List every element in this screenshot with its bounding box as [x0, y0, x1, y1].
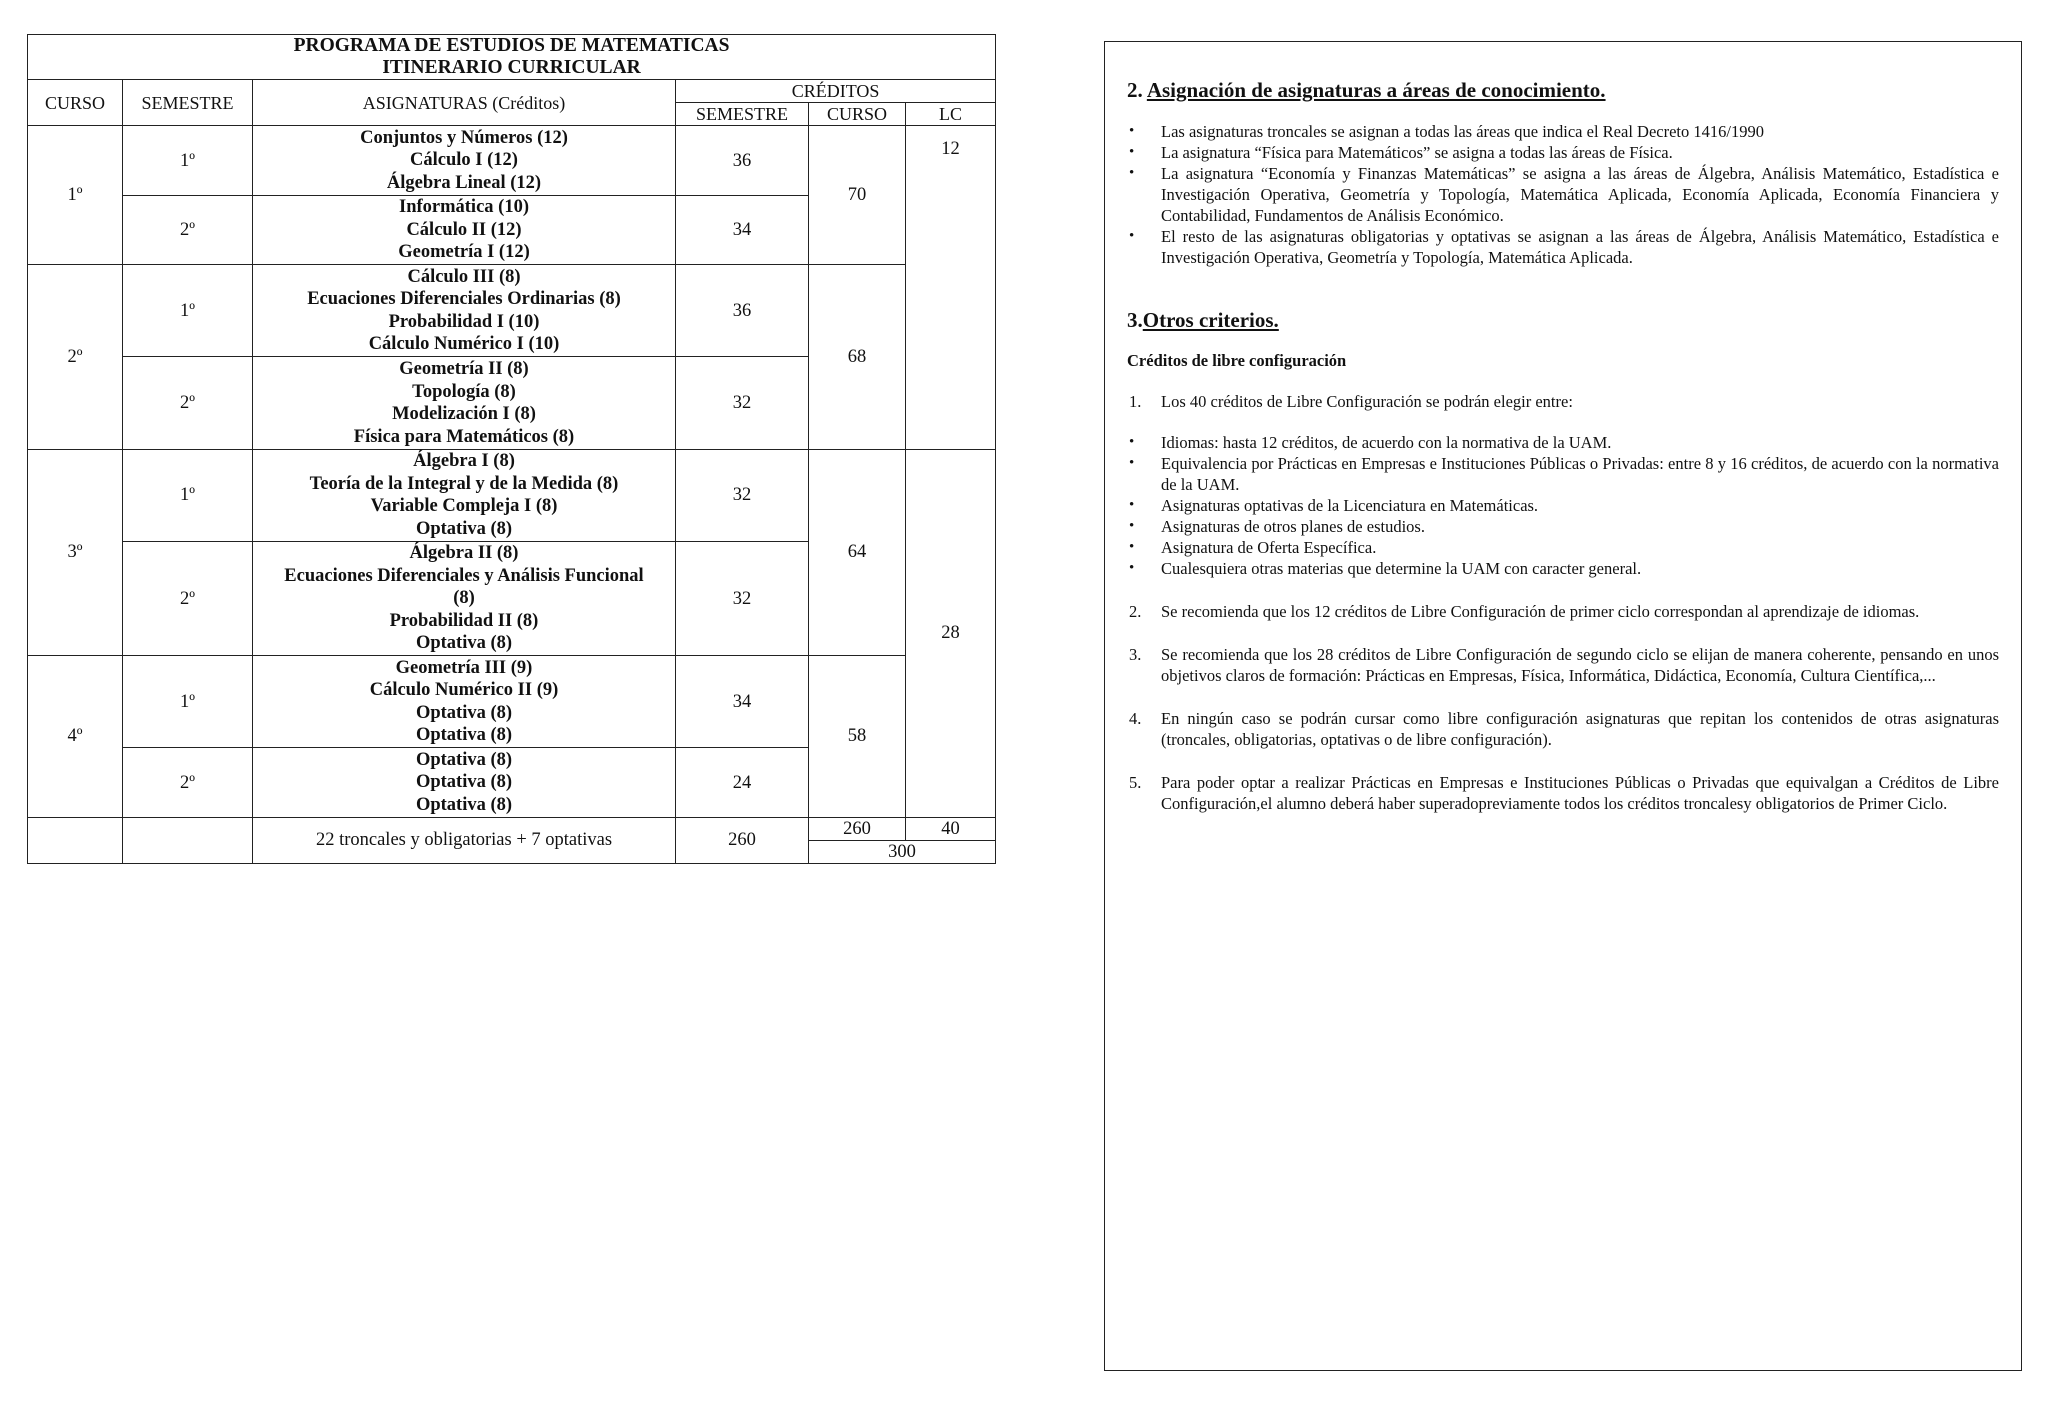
sem-credits-cell: 32 [676, 357, 809, 449]
header-cred-lc: LC [906, 103, 996, 126]
list-item: • Las asignaturas troncales se asignan a todas las áreas que indica el Real Decreto 1416/1990 [1127, 121, 1999, 142]
subject: Cálculo II (12) [406, 219, 522, 240]
totals-semestre: 260 [676, 817, 809, 863]
subject: Álgebra II (8) [409, 543, 519, 564]
totals-label: 22 troncales y obligatorias + 7 optativas [253, 817, 676, 863]
item-number: 1. [1129, 392, 1142, 411]
table-row [28, 264, 996, 356]
subject: Cálculo III (8) [407, 266, 521, 287]
list-item: • Equivalencia por Prácticas en Empresas e Instituciones Públicas o Privadas: entre 8 y 16 créditos, de acuerdo con la normativa de la UAM. [1127, 453, 1999, 495]
list-item [1127, 644, 1999, 686]
subject: Cálculo Numérico I (10) [368, 334, 560, 355]
subject: Optativa (8) [415, 749, 513, 770]
list-item: • Asignaturas optativas de la Licenciatura en Matemáticas. [1127, 495, 1999, 516]
curso-credits-cell: 64 [809, 449, 906, 655]
section2-title: Asignación de asignaturas a áreas de conocimiento. [1146, 78, 1606, 102]
grand-total: 300 [809, 840, 996, 863]
list-item: • La asignatura “Economía y Finanzas Matemáticas” se asigna a las áreas de Álgebra, Análisis Matemático, Estadística e Investigación Operativa, Geometría y Topología, Matemática Aplicada, Economía Aplicada, Economía Financiera y Contabilidad, Fundamentos de Análisis Económico. [1127, 163, 1999, 226]
semestre-cell: 1º [123, 656, 253, 748]
curso-cell: 2º [28, 264, 123, 449]
sem-credits-cell: 32 [676, 542, 809, 656]
list-item: • El resto de las asignaturas obligatorias y optativas se asignan a las áreas de Álgebra, Análisis Matemático, Estadística e Investigación Operativa, Geometría y Topología, Matemática Aplicada. [1127, 226, 1999, 268]
sem-credits-cell: 32 [676, 449, 809, 541]
curso-cell: 1º [28, 126, 123, 265]
subject: Cálculo Numérico II (9) [369, 680, 559, 701]
list-item: • Idiomas: hasta 12 créditos, de acuerdo con la normativa de la UAM. [1127, 432, 1999, 453]
semestre-cell: 2º [123, 195, 253, 264]
subject: Topología (8) [412, 381, 516, 402]
subject: Geometría I (12) [398, 242, 530, 263]
semestre-cell: 2º [123, 748, 253, 817]
table-title-line1: PROGRAMA DE ESTUDIOS DE MATEMATICAS [293, 35, 730, 57]
semestre-cell: 2º [123, 357, 253, 449]
semestre-cell: 1º [123, 449, 253, 541]
subject: Teoría de la Integral y de la Medida (8) [309, 473, 619, 494]
lc-cell: 12 [906, 126, 996, 449]
subject: Cálculo I (12) [410, 150, 518, 171]
subject: Variable Compleja I (8) [370, 496, 558, 517]
list-item [1127, 772, 1999, 814]
item-text: Para poder optar a realizar Prácticas en Empresas e Instituciones Públicas o Privadas que equivalgan a Créditos de Libre Configuración,el alumno deberá haber superadopreviamente todos los créditos troncalesy obligatorios de Primer Ciclo. [1161, 773, 1999, 813]
lc-cell: 28 [906, 449, 996, 817]
subject: Geometría II (8) [399, 359, 529, 379]
subject: Optativa (8) [415, 518, 513, 539]
list-item: • Cualesquiera otras materias que determine la UAM con caracter general. [1127, 558, 1999, 579]
section2-number: 2. [1127, 78, 1143, 102]
subject: Conjuntos y Números (12) [360, 127, 568, 148]
item-number: 4. [1129, 709, 1142, 728]
subject: Ecuaciones Diferenciales Ordinarias (8) [307, 289, 621, 310]
subjects-cell [253, 264, 676, 356]
subject: (8) [453, 588, 475, 609]
section3-number: 3. [1127, 308, 1143, 332]
section3-heading [1127, 308, 1999, 333]
list-item [1127, 601, 1999, 622]
sem-credits-cell: 34 [676, 656, 809, 748]
semestre-cell: 2º [123, 542, 253, 656]
curso-cell: 3º [28, 449, 123, 655]
list-item: • Asignatura de Oferta Específica. [1127, 537, 1999, 558]
curso-cell: 4º [28, 656, 123, 818]
subject: Álgebra I (8) [413, 451, 515, 472]
item-number: 5. [1129, 773, 1142, 792]
section3-list-continued [1127, 601, 1999, 814]
table-row [28, 126, 996, 195]
item-number: 2. [1129, 602, 1142, 621]
subjects-cell [253, 357, 676, 449]
curso-credits-cell: 58 [809, 656, 906, 818]
section2-heading [1127, 78, 1999, 103]
libre-config-bullets [1127, 432, 1999, 579]
item-text: Los 40 créditos de Libre Configuración se podrán elegir entre: [1161, 392, 1573, 411]
header-cred-semestre: SEMESTRE [676, 103, 809, 126]
item-number: 3. [1129, 645, 1142, 664]
table-row [28, 656, 996, 748]
table-title-line2: ITINERARIO CURRICULAR [382, 57, 641, 79]
semestre-cell: 1º [123, 264, 253, 356]
subject: Álgebra Lineal (12) [386, 172, 542, 193]
subjects-cell [253, 126, 676, 195]
totals-curso: 260 [809, 817, 906, 840]
totals-lc: 40 [906, 817, 996, 840]
sem-credits-cell: 34 [676, 195, 809, 264]
sem-credits-cell: 36 [676, 126, 809, 195]
subject: Optativa (8) [415, 702, 513, 723]
curso-credits-cell: 70 [809, 126, 906, 265]
item-text: Se recomienda que los 28 créditos de Libre Configuración de segundo ciclo se elijan de manera coherente, pensando en unos objetivos claros de formación: Prácticas en Empresas, Física, Informática, Didáctica, Economía, Cultura Científica,... [1161, 645, 1999, 685]
subjects-cell [253, 542, 676, 656]
subjects-cell [253, 449, 676, 541]
subject: Optativa (8) [415, 794, 513, 815]
subject: Optativa (8) [415, 772, 513, 793]
subject: Optativa (8) [415, 633, 513, 654]
subject: Ecuaciones Diferenciales y Análisis Funcional [284, 565, 644, 586]
list-item: • La asignatura “Física para Matemáticos” se asigna a todas las áreas de Física. [1127, 142, 1999, 163]
item-text: Se recomienda que los 12 créditos de Libre Configuración de primer ciclo correspondan al aprendizaje de idiomas. [1161, 602, 1920, 621]
subject: Modelización I (8) [392, 404, 536, 424]
subject: Informática (10) [399, 197, 529, 218]
header-semestre: SEMESTRE [123, 80, 253, 126]
list-item: • Asignaturas de otros planes de estudios. [1127, 516, 1999, 537]
header-cred-curso: CURSO [809, 103, 906, 126]
curso-credits-cell: 68 [809, 264, 906, 449]
semestre-cell: 1º [123, 126, 253, 195]
totals-empty-curso [28, 817, 123, 863]
libre-config-subheading: Créditos de libre configuración [1127, 351, 1347, 370]
subject: Física para Matemáticos (8) [353, 426, 575, 447]
subject: Probabilidad II (8) [389, 610, 539, 631]
criteria-panel [1104, 41, 2022, 1371]
subjects-cell [253, 656, 676, 748]
header-asignaturas: ASIGNATURAS (Créditos) [253, 80, 676, 126]
section3-list [1127, 391, 1999, 412]
item-text: En ningún caso se podrán cursar como libre configuración asignaturas que repitan los contenidos de otras asignaturas (troncales, obligatorias, optativas o de libre configuración). [1161, 709, 1999, 749]
subjects-cell [253, 748, 676, 817]
section3-title: Otros criterios. [1142, 308, 1279, 332]
table-row [28, 449, 996, 541]
totals-row [28, 817, 996, 840]
criteria-content [1127, 78, 1999, 836]
table-title [28, 35, 996, 80]
sem-credits-cell: 24 [676, 748, 809, 817]
header-curso: CURSO [28, 80, 123, 126]
header-creditos: CRÉDITOS [676, 80, 996, 103]
subjects-cell [253, 195, 676, 264]
subject: Geometría III (9) [395, 657, 533, 678]
sem-credits-cell: 36 [676, 264, 809, 356]
section2-bullets [1127, 121, 1999, 268]
curriculum-table [27, 34, 996, 864]
subject: Probabilidad I (10) [388, 311, 540, 332]
list-item [1127, 391, 1999, 412]
subject: Optativa (8) [415, 725, 513, 746]
totals-empty-semestre [123, 817, 253, 863]
list-item [1127, 708, 1999, 750]
